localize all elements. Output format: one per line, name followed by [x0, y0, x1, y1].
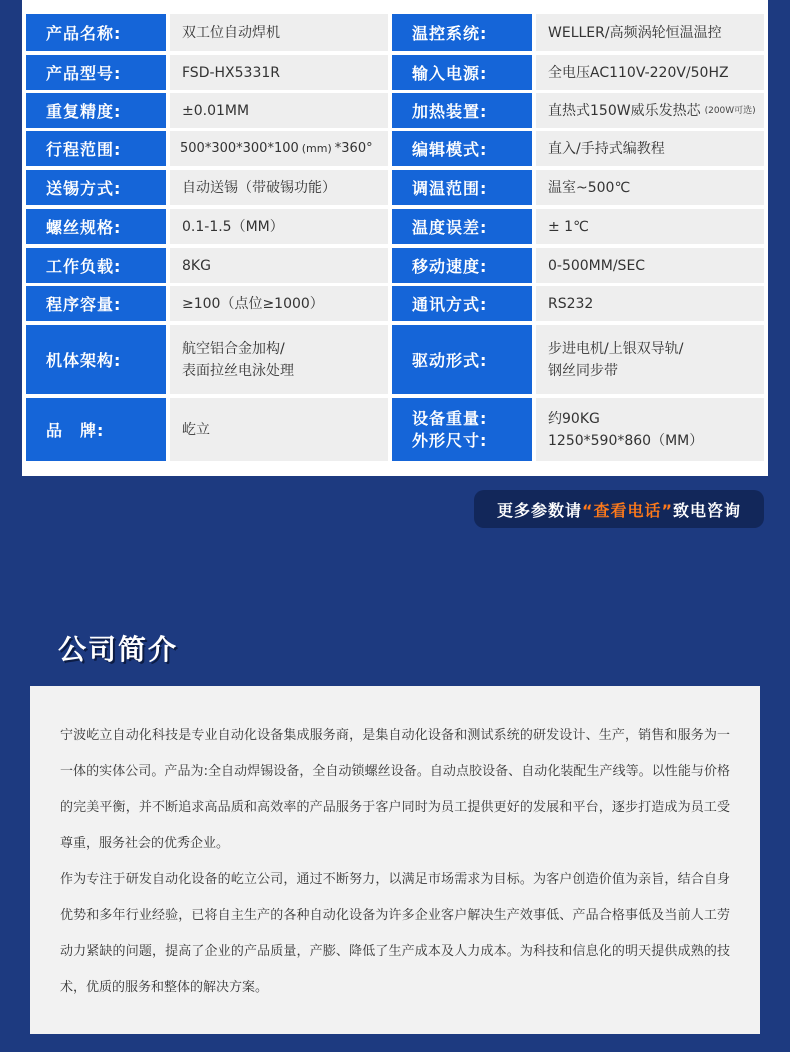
spec-row [22, 14, 768, 51]
spec-table [22, 0, 768, 476]
spec-label: 编辑模式: [392, 131, 532, 166]
spec-row [22, 170, 768, 205]
spec-value: ≥100（点位≥1000） [170, 286, 388, 321]
spec-value: 8KG [170, 248, 388, 283]
spec-value-line: 表面拉丝电泳处理 [182, 362, 294, 379]
spec-value [170, 325, 388, 394]
spec-value: 0-500MM/SEC [536, 248, 764, 283]
spec-row [22, 286, 768, 321]
spec-value: 双工位自动焊机 [170, 14, 388, 51]
spec-value [536, 325, 764, 394]
spec-value-tail: *360° [334, 140, 373, 156]
spec-value [536, 93, 764, 128]
spec-value: WELLER/高频涡轮恒温温控 [536, 14, 764, 51]
spec-label: 重复精度: [26, 93, 166, 128]
spec-label: 机体架构: [26, 325, 166, 394]
spec-label: 温度误差: [392, 209, 532, 244]
spec-value: 温室~500℃ [536, 170, 764, 205]
spec-label: 产品名称: [26, 14, 166, 51]
spec-row [22, 398, 768, 461]
spec-value [170, 131, 388, 166]
cta-highlight: “查看电话” [581, 500, 674, 520]
spec-row [22, 248, 768, 283]
spec-row [22, 55, 768, 90]
spec-label: 螺丝规格: [26, 209, 166, 244]
spec-value-line: 1250*590*860（MM） [548, 432, 704, 449]
cta-text-post: 致电咨询 [673, 500, 742, 520]
spec-label: 温控系统: [392, 14, 532, 51]
spec-value: 自动送锡（带破锡功能） [170, 170, 388, 205]
spec-row [22, 131, 768, 166]
cta-text-pre: 更多参数请 [496, 500, 582, 520]
spec-value-text: 500*300*300*100 [180, 140, 299, 156]
spec-label: 程序容量: [26, 286, 166, 321]
spec-label: 移动速度: [392, 248, 532, 283]
spec-value: 屹立 [170, 398, 388, 461]
spec-label: 驱动形式: [392, 325, 532, 394]
spec-value: 全电压AC110V-220V/50HZ [536, 55, 764, 90]
spec-label: 加热装置: [392, 93, 532, 128]
spec-value-note: (200W可选) [704, 105, 756, 116]
spec-label-line: 设备重量: [412, 408, 488, 428]
spec-label: 工作负载: [26, 248, 166, 283]
spec-label: 送锡方式: [26, 170, 166, 205]
spec-value: 0.1-1.5（MM） [170, 209, 388, 244]
spec-row [22, 93, 768, 128]
spec-value-line: 航空铝合金加构/ [182, 340, 285, 357]
spec-value: 直入/手持式编教程 [536, 131, 764, 166]
spec-label: 行程范围: [26, 131, 166, 166]
spec-label: 调温范围: [392, 170, 532, 205]
spec-value-line: 约90KG [548, 410, 600, 427]
company-intro [30, 686, 760, 1034]
spec-label: 品 牌: [26, 398, 166, 461]
intro-paragraph: 作为专注于研发自动化设备的屹立公司，通过不断努力，以满足市场需求为目标。为客户创造价值为亲旨，结合自身优势和多年行业经验，已将自主生产的各种自动化设备为许多企业客户解决生产效事低、产品合格事低及当前人工劳动力紧缺的问题，提高了企业的产品质量，产膨、降低了生产成本及人力成本。为科技和信息化的明天提供成熟的技术，优质的服务和整体的解决方案。 [60, 872, 730, 995]
spec-label-line: 外形尺寸: [412, 430, 488, 450]
spec-value-unit: (mm) [301, 141, 332, 155]
spec-label: 产品型号: [26, 55, 166, 90]
spec-value: ±0.01MM [170, 93, 388, 128]
spec-value: RS232 [536, 286, 764, 321]
spec-row [22, 325, 768, 394]
intro-paragraph: 宁波屹立自动化科技是专业自动化设备集成服务商，是集自动化设备和测试系统的研发设计、生产，销售和服务为一一体的实体公司。产品为:全自动焊锡设备，全自动锁螺丝设备。自动点胶设备、自动化装配生产线等。以性能与价格的完美平衡，并不断追求高品质和高效率的产品服务于客户同时为员工提供更好的发展和平台，逐步打造成为员工受尊重，服务社会的优秀企业。 [60, 728, 730, 851]
spec-value-text: 直热式150W威乐发热芯 [548, 102, 701, 119]
spec-value [536, 398, 764, 461]
spec-value-line: 步进电机/上银双导轨/ [548, 340, 684, 357]
spec-value: ± 1℃ [536, 209, 764, 244]
section-title: 公司简介 [58, 633, 179, 666]
spec-value: FSD-HX5331R [170, 55, 388, 90]
spec-label: 输入电源: [392, 55, 532, 90]
spec-label [392, 398, 532, 461]
spec-row [22, 209, 768, 244]
spec-value-line: 钢丝同步带 [548, 362, 618, 379]
spec-label: 通讯方式: [392, 286, 532, 321]
contact-cta[interactable] [474, 490, 764, 528]
